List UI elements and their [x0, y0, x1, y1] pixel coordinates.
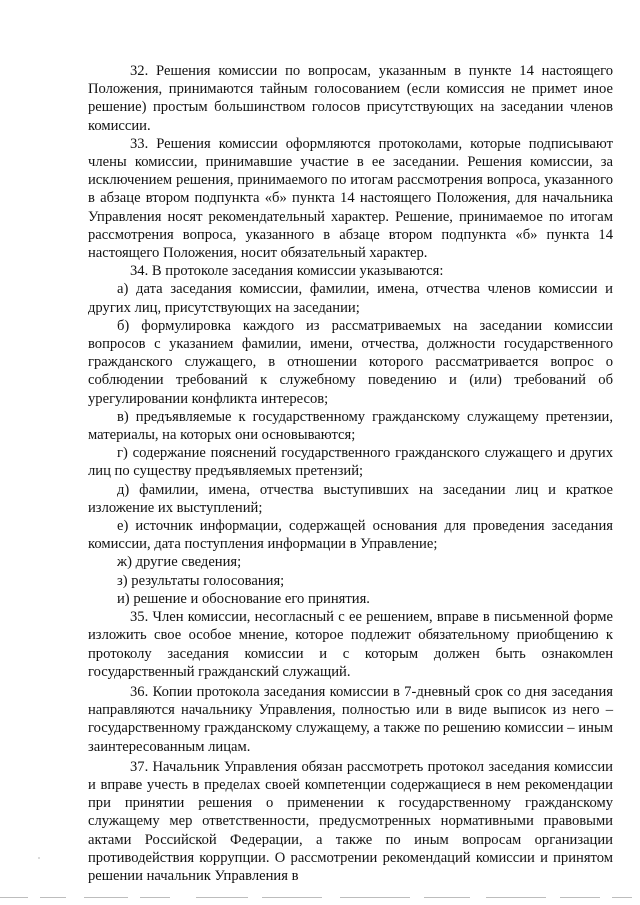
list-item-d: д) фамилии, имена, отчества выступивших на заседании лиц и краткое изложение их выступлений;	[88, 481, 613, 516]
document-body	[88, 62, 613, 885]
paragraph-35: 35. Член комиссии, несогласный с ее решением, вправе в письменной форме изложить свое особое мнение, которое подлежит обязательному приобщению к протоколу заседания комиссии и с которым должен быть ознакомлен государственный гражданский служащий.	[88, 609, 613, 680]
list-item-i: и) решение и обоснование его принятия.	[117, 590, 370, 607]
paragraph-37: 37. Начальник Управления обязан рассмотреть протокол заседания комиссии и вправе учесть в пределах своей компетенции содержащиеся в нем рекомендации при принятии решения о применении к государственному гражданскому служащему мер ответственности, предусмотренных нормативными правовыми актами Российской Федерации, а также по иным вопросам организации противодействия коррупции. О рассмотрении рекомендаций комиссии и принятом решении начальник Управления в	[88, 758, 613, 884]
list-item-b: б) формулировка каждого из рассматриваемых на заседании комиссии вопросов с указанием фамилии, имени, отчества, должности государственного гражданского служащего, в отношении которого рассматривается вопрос о соблюдении требований к служебному поведению и (или) требований об урегулировании конфликта интересов;	[88, 317, 613, 407]
list-item-g: г) содержание пояснений государственного гражданского служащего и других лиц по существу предъявляемых претензий;	[88, 445, 613, 480]
paragraph-32: 32. Решения комиссии по вопросам, указанным в пункте 14 настоящего Положения, принимаются тайным голосованием (если комиссия не примет иное решение) простым большинством голосов присутствующих на заседании членов комиссии.	[88, 63, 613, 134]
list-item-e: е) источник информации, содержащей основания для проведения заседания комиссии, дата поступления информации в Управление;	[88, 518, 613, 553]
scan-speck	[38, 857, 40, 859]
scan-edge-marks	[0, 895, 640, 901]
paragraph-36: 36. Копии протокола заседания комиссии в 7-дневный срок со дня заседания направляются начальнику Управления, полностью или в виде выписок из него – государственному гражданскому служащему, а также по решению комиссии – иным заинтересованным лицам.	[88, 683, 613, 755]
list-item-z: з) результаты голосования;	[117, 572, 285, 589]
list-item-a: а) дата заседания комиссии, фамилии, имена, отчества членов комиссии и других лиц, присутствующих на заседании;	[88, 281, 613, 316]
paragraph-33: 33. Решения комиссии оформляются протоколами, которые подписывают члены комиссии, принимавшие участие в ее заседании. Решения комиссии, за исключением решения, принимаемого по итогам рассмотрения вопроса, указанного в абзаце втором подпункта «б» пункта 14 настоящего Положения, для начальника Управления носят рекомендательный характер. Решение, принимаемое по итогам рассмотрения вопроса, указанного в абзаце втором подпункта «б» пункта 14 настоящего Положения, носит обязательный характер.	[88, 135, 613, 262]
list-item-zh: ж) другие сведения;	[117, 554, 242, 571]
list-item-v: в) предъявляемые к государственному гражданскому служащему претензии, материалы, на которых они основываются;	[88, 408, 613, 444]
paragraph-34: 34. В протоколе заседания комиссии указываются:	[130, 263, 444, 280]
